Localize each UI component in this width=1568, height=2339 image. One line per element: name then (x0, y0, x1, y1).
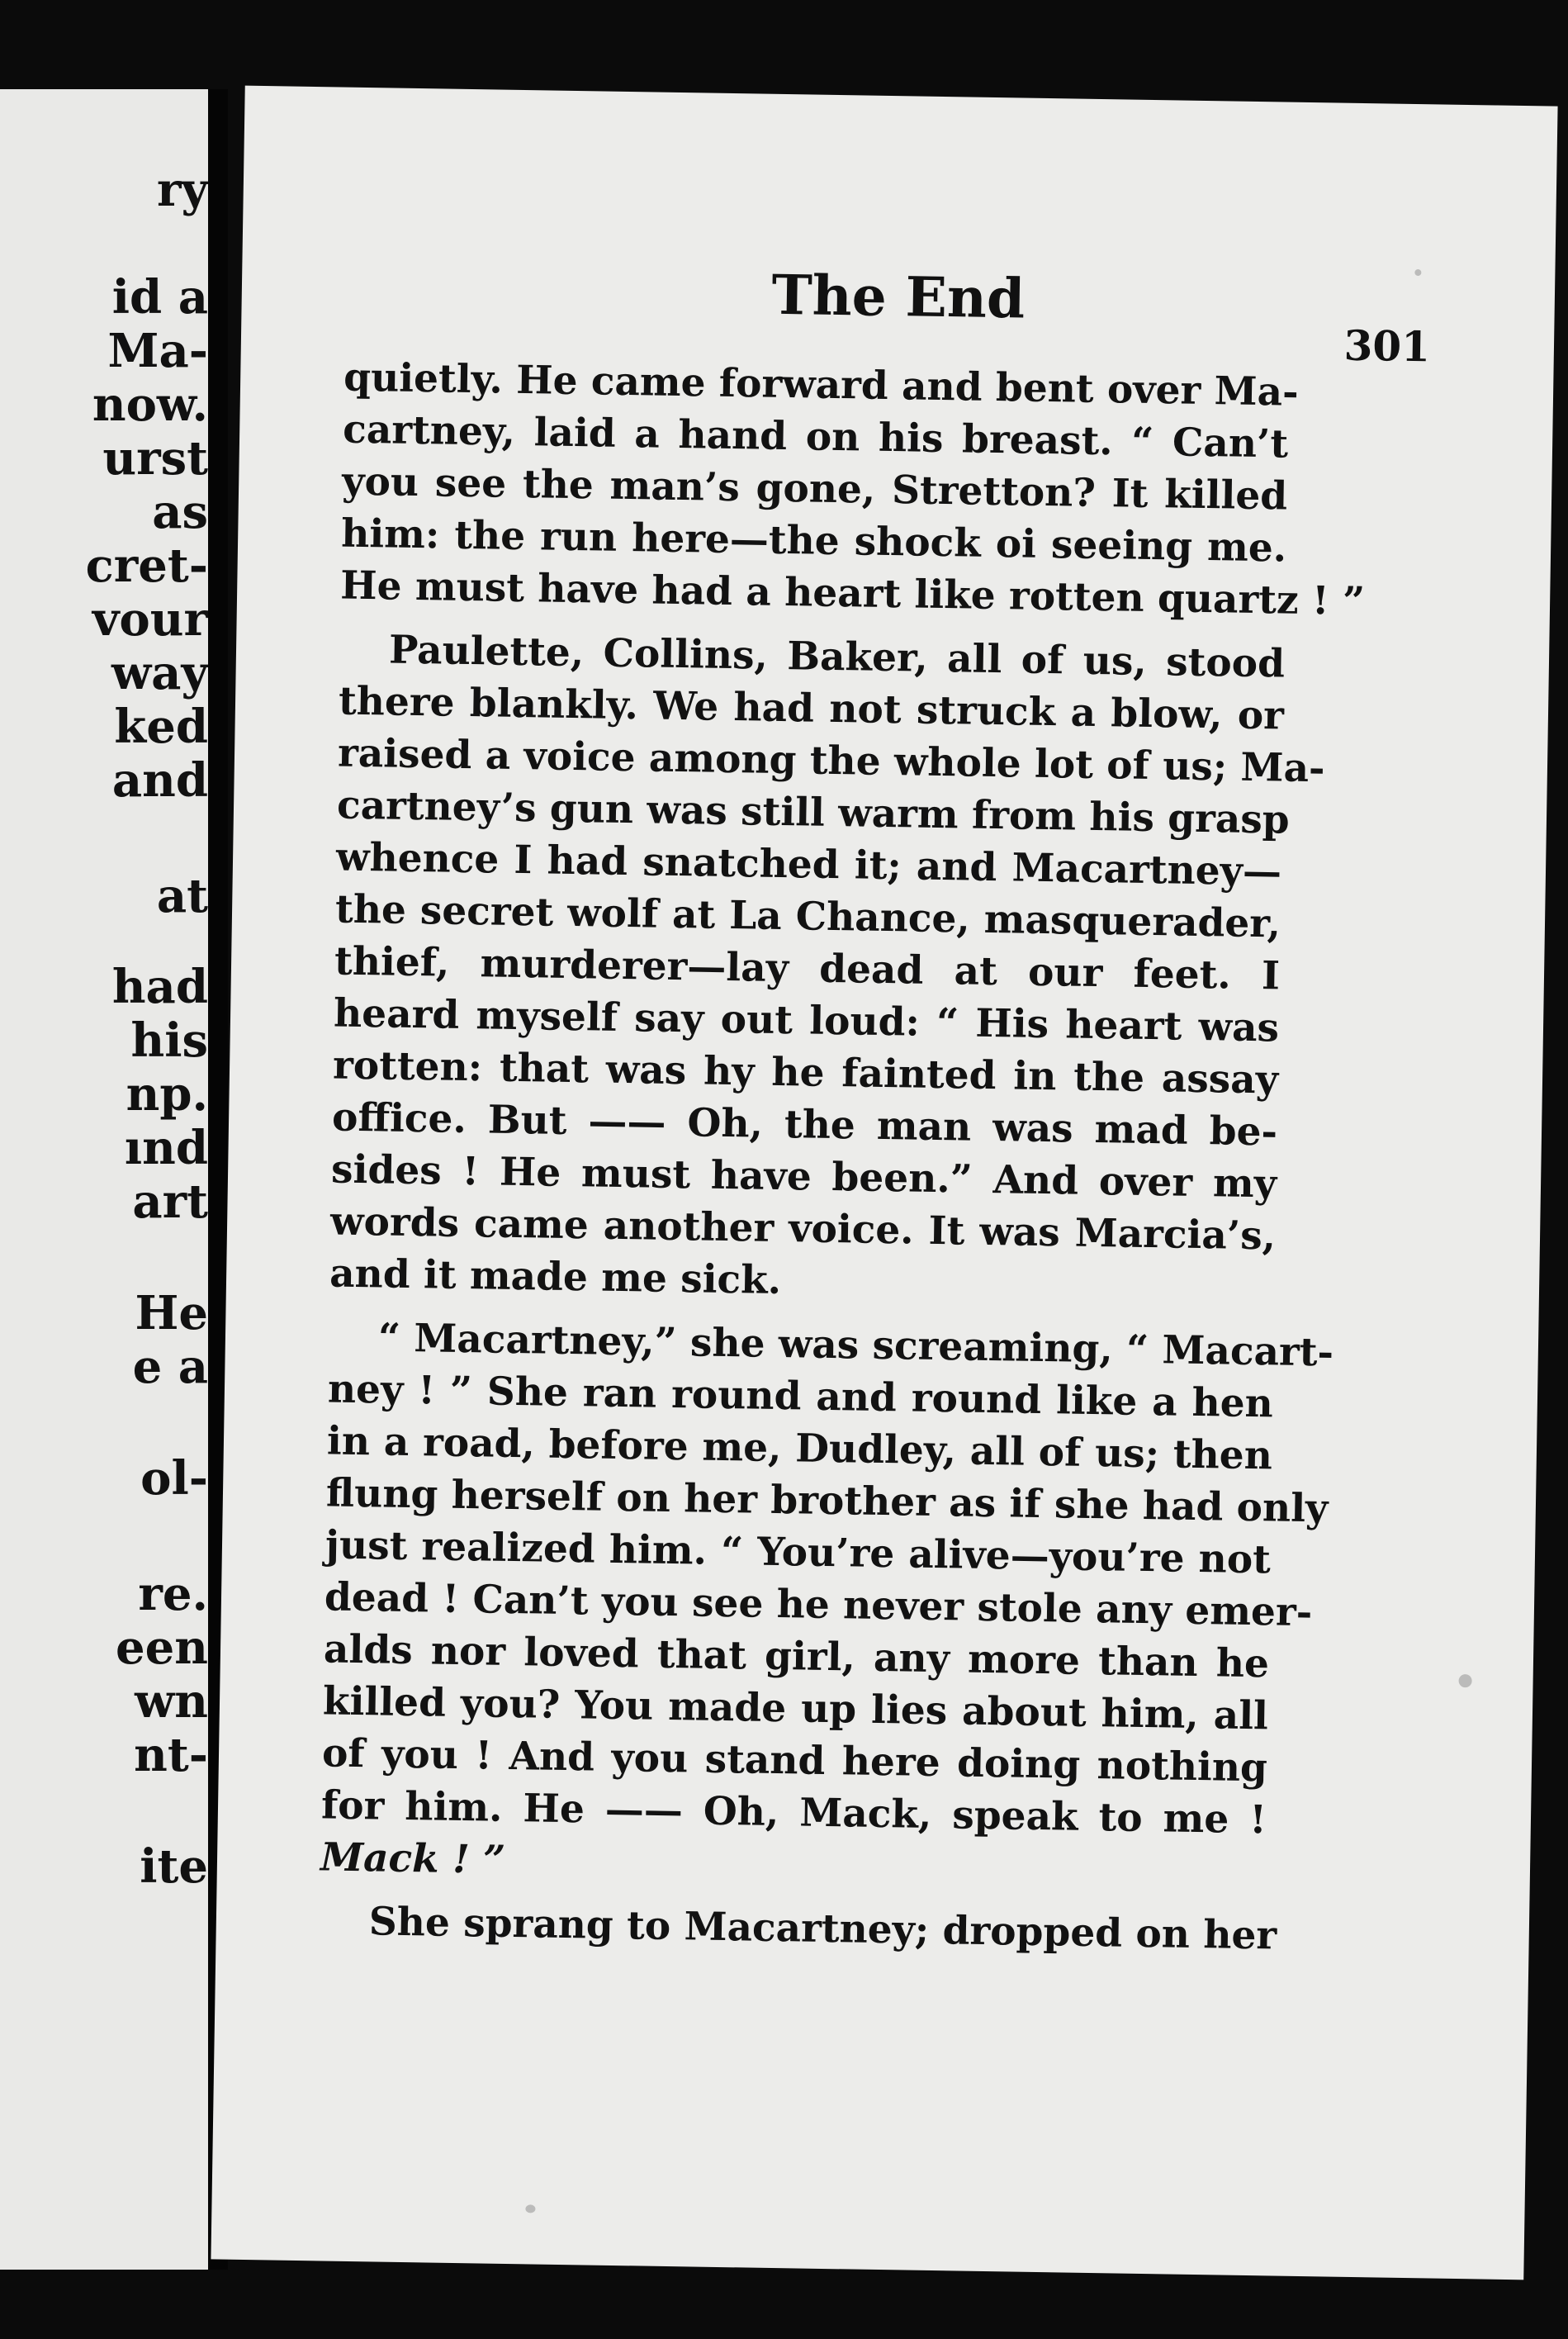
page-number: 301 (1343, 320, 1431, 372)
text-line: of you ! And you stand here doing nothing (321, 1730, 1268, 1791)
facing-page-line-fragment: as (152, 485, 208, 539)
text-line: in a road, before me, Dudley, all of us; then (326, 1418, 1273, 1479)
text-line: quietly. He came forward and bent over Ma- (343, 354, 1300, 415)
text-line: thief, murderer—lay dead at our feet. I (334, 938, 1281, 999)
text-line: She sprang to Macartney; dropped on her (368, 1899, 1277, 1959)
running-head: The End (770, 262, 1026, 331)
text-line: you see the man’s gone, Stretton? It killed (341, 458, 1288, 520)
facing-page-line-fragment: way (111, 646, 208, 700)
text-line: He must have had a heart like rotten quartz ! ” (339, 562, 1366, 625)
text-line: heard myself say out loud: “ His heart was (333, 990, 1280, 1051)
facing-page-line-fragment: art (132, 1174, 208, 1229)
text-line: just realized him. “ You’re alive—you’re not (324, 1522, 1272, 1583)
facing-page-line-fragment: np. (126, 1067, 208, 1122)
text-line: cartney’s gun was still warm from his grasp (336, 782, 1291, 843)
facing-page-left (0, 89, 208, 2270)
text-line: for him. He —— Oh, Mack, speak to me ! (320, 1782, 1267, 1843)
facing-page-line-fragment: and (111, 753, 208, 808)
facing-page-line-fragment: urst (102, 431, 208, 486)
facing-page-line-fragment: had (111, 960, 208, 1014)
facing-page-line-fragment: cret- (85, 538, 208, 593)
facing-page-line-fragment: nt- (134, 1728, 208, 1782)
page-body-text (319, 352, 1366, 1962)
text-line: sides ! He must have been.” And over my (330, 1146, 1277, 1207)
facing-page-line-fragment: een (116, 1620, 208, 1675)
facing-page-line-fragment: his (130, 1013, 208, 1068)
text-line: and it made me sick. (329, 1250, 782, 1304)
book-page (211, 86, 1557, 2280)
scan-speck (1414, 269, 1421, 276)
text-line: the secret wolf at La Chance, masquerader, (334, 886, 1281, 947)
facing-page-line-fragment: re. (138, 1567, 208, 1621)
facing-page-line-fragment: e a (132, 1340, 208, 1394)
text-line: raised a voice among the whole lot of us; Ma- (337, 730, 1325, 792)
text-line: Mack ! ” (320, 1834, 506, 1883)
text-line: whence I had snatched it; and Macartney— (335, 834, 1282, 895)
facing-page-line-fragment: wn (135, 1674, 208, 1729)
text-line: Paulette, Collins, Baker, all of us, stood (388, 627, 1286, 687)
facing-page-line-fragment: Ma- (107, 324, 208, 378)
facing-page-line-fragment: ry (156, 163, 208, 217)
facing-page-line-fragment: ite (140, 1839, 208, 1894)
text-line: flung herself on her brother as if she had only (325, 1470, 1329, 1532)
text-line: “ Macartney,” she was screaming, “ Macart- (377, 1315, 1334, 1376)
text-line: alds nor loved that girl, any more than he (323, 1626, 1270, 1687)
text-line: ney ! ” She ran round and round like a hen (327, 1366, 1274, 1427)
scan-speck (525, 2204, 535, 2213)
facing-page-line-fragment: vour (92, 592, 208, 647)
facing-page-line-fragment: He (135, 1286, 208, 1340)
text-line: dead ! Can’t you see he never stole any emer- (324, 1574, 1313, 1636)
text-line: killed you? You made up lies about him, all (322, 1678, 1269, 1739)
facing-page-line-fragment: at (156, 869, 208, 923)
text-line: cartney, laid a hand on his breast. “ Can’t (342, 406, 1289, 467)
text-line: words came another voice. It was Marcia’s, (329, 1198, 1277, 1260)
facing-page-line-fragment: ol- (140, 1451, 208, 1506)
scan-speck (1458, 1674, 1471, 1687)
text-line: rotten: that was hy he fainted in the assay (332, 1042, 1279, 1103)
facing-page-line-fragment: id a (111, 270, 208, 325)
text-line: there blankly. We had not struck a blow, or (338, 678, 1285, 739)
text-line: office. But —— Oh, the man was mad be- (331, 1094, 1278, 1155)
facing-page-line-fragment: now. (92, 377, 208, 432)
text-line: him: the run here—the shock oi seeing me. (340, 510, 1287, 572)
facing-page-line-fragment: ınd (124, 1121, 208, 1175)
facing-page-line-fragment: ked (114, 700, 208, 754)
